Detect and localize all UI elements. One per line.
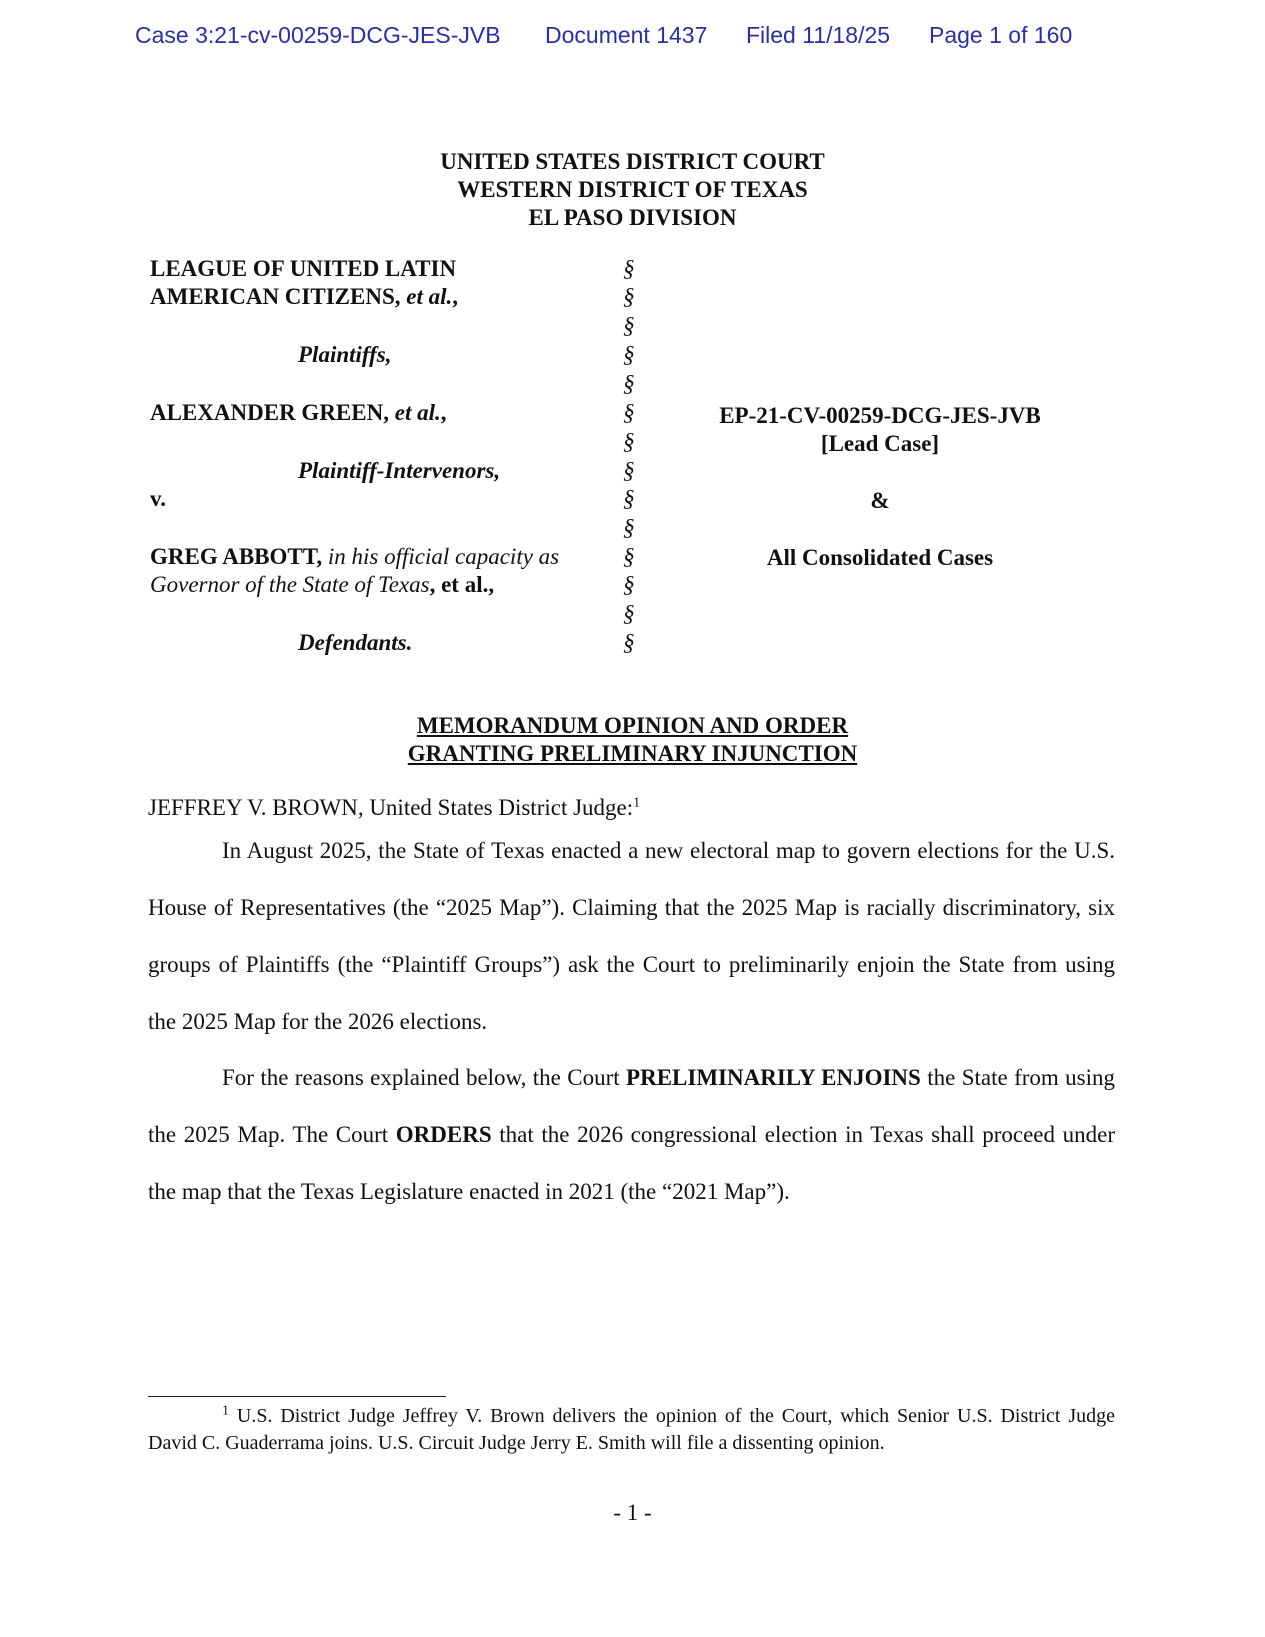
section-mark: § xyxy=(623,630,635,655)
paragraph-2: For the reasons explained below, the Court PRELIMINARILY ENJOINS the State from using the 2025 Map. The Court ORDERS that the 2026 congressional election in Texas shall proceed under the map that the Texas Legislature enacted in 2021 (the “2021 Map”). xyxy=(148,1065,1115,1204)
case-header xyxy=(0,22,1265,52)
defendants-role: Defendants. xyxy=(298,630,413,655)
section-mark: § xyxy=(623,429,635,454)
footnote-1: $^1$ U.S. District Judge Jeffrey V. Brown delivers the opinion of the Court, which Senior U.S. District Judge David C. Guaderrama joins. U.S. Circuit Judge Jerry E. Smith will file a dissenting opinion. xyxy=(148,1403,1115,1454)
section-mark: § xyxy=(623,544,635,569)
document-title xyxy=(0,712,1265,768)
ampersand: & xyxy=(870,488,890,513)
footnote-reference: 1 xyxy=(633,795,641,811)
intervenors-role: Plaintiff-Intervenors, xyxy=(298,458,501,483)
filed-date-header: Filed 11/18/25 xyxy=(746,22,891,48)
document-number-header: Document 1437 xyxy=(545,22,708,48)
section-mark: § xyxy=(623,256,635,281)
defendant-name-line-1: GREG ABBOTT, in his official capacity as xyxy=(150,544,560,569)
plaintiffs-role: Plaintiffs, xyxy=(298,342,392,367)
plaintiff-name-line-2: AMERICAN CITIZENS, et al., xyxy=(150,284,458,309)
page-count-header: Page 1 of 160 xyxy=(929,22,1073,48)
section-mark: § xyxy=(623,342,635,367)
section-mark: § xyxy=(623,400,635,425)
court-line-1: UNITED STATES DISTRICT COURT xyxy=(440,149,825,174)
court-line-2: WESTERN DISTRICT OF TEXAS xyxy=(457,177,808,202)
page-number: - 1 - xyxy=(613,1500,652,1525)
judge-attribution: JEFFREY V. BROWN, United States District Judge:$^1$ xyxy=(148,795,641,820)
consolidated-cases-label: All Consolidated Cases xyxy=(766,545,994,570)
versus-label: v. xyxy=(150,486,166,511)
footnote-divider xyxy=(148,1396,446,1397)
section-mark: § xyxy=(623,284,635,309)
case-number: EP-21-CV-00259-DCG-JES-JVB xyxy=(719,403,1041,428)
title-line-1: MEMORANDUM OPINION AND ORDER xyxy=(416,713,849,738)
lead-case-label: [Lead Case] xyxy=(820,431,940,456)
paragraph-1: In August 2025, the State of Texas enacted a new electoral map to govern elections for the U.S. House of Representatives (the “2025 Map”). Claiming that the 2025 Map is racially discriminatory, six groups of Plaintiffs (the “Plaintiff Groups”) ask the Court to preliminarily enjoin the State from using the 2025 Map for the 2026 elections. xyxy=(148,838,1115,1034)
section-mark: § xyxy=(623,572,635,597)
section-mark: § xyxy=(623,458,635,483)
case-number-header: Case 3:21-cv-00259-DCG-JES-JVB xyxy=(135,22,501,48)
section-mark: § xyxy=(623,486,635,511)
intervenor-name: ALEXANDER GREEN, et al., xyxy=(150,400,447,425)
plaintiff-name-line-1: LEAGUE OF UNITED LATIN xyxy=(150,256,457,281)
title-line-2: GRANTING PRELIMINARY INJUNCTION xyxy=(407,741,858,766)
section-mark: § xyxy=(623,313,635,338)
court-name-block xyxy=(0,148,1265,232)
section-mark: § xyxy=(623,601,635,626)
defendant-name-line-2: Governor of the State of Texas, et al., xyxy=(150,572,495,597)
section-mark: § xyxy=(623,371,635,396)
section-mark: § xyxy=(623,515,635,540)
court-line-3: EL PASO DIVISION xyxy=(528,205,737,230)
